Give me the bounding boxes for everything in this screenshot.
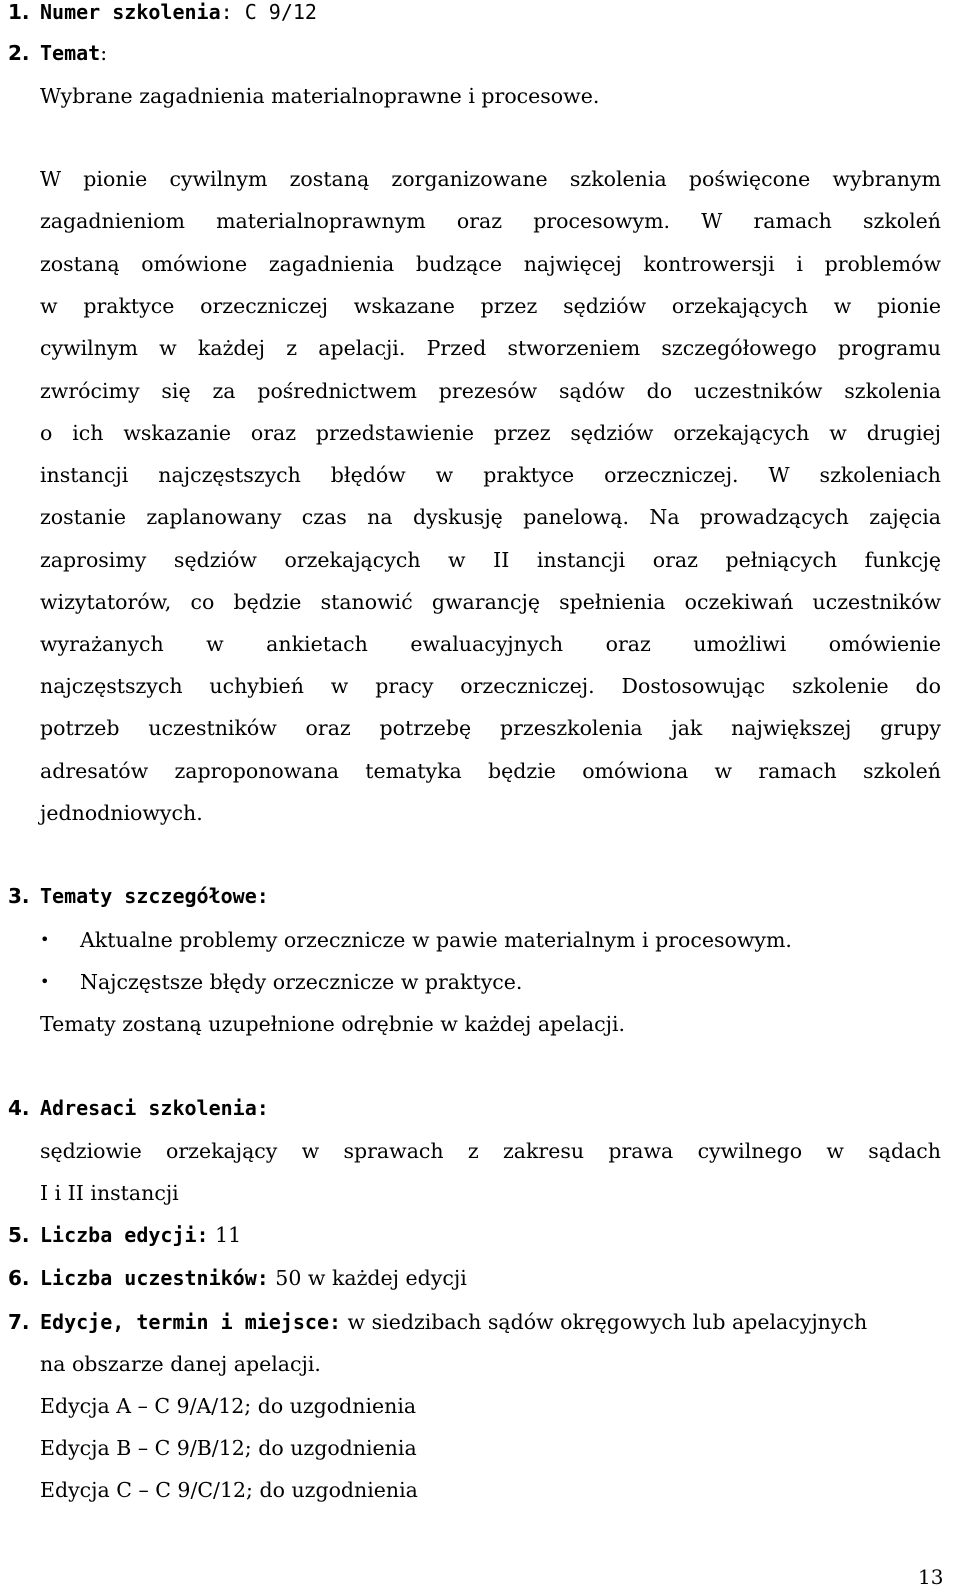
- section-number: 2.: [8, 41, 30, 65]
- section-number: 7.: [8, 1310, 30, 1334]
- edition-item: Edycja B – C 9/B/12; do uzgodnienia: [40, 1436, 417, 1460]
- description-line: w praktyce orzeczniczej wskazane przez sędziów orzekających w pionie: [40, 294, 941, 318]
- topic-text: Wybrane zagadnienia materialnoprawne i procesowe.: [40, 84, 600, 108]
- section-number: 4.: [8, 1096, 30, 1120]
- list-item: Najczęstsze błędy orzecznicze w praktyce.: [80, 970, 523, 994]
- editions-label: Edycje, termin i miejsce:: [40, 1310, 342, 1334]
- description-line: wizytatorów, co będzie stanowić gwarancję spełnienia oczekiwań uczestników: [40, 590, 941, 614]
- participant-count-value: 50 w każdej edycji: [268, 1266, 467, 1290]
- section-number: 6.: [8, 1266, 30, 1290]
- description-line: potrzeb uczestników oraz potrzebę przeszkolenia jak największej grupy: [40, 716, 941, 740]
- description-line: instancji najczęstszych błędów w praktyce orzeczniczej. W szkoleniach: [40, 463, 941, 487]
- description-line: W pionie cywilnym zostaną zorganizowane szkolenia poświęcone wybranym: [40, 167, 941, 191]
- description-line: adresatów zaproponowana tematyka będzie omówiona w ramach szkoleń: [40, 759, 941, 783]
- description-line: wyrażanych w ankietach ewaluacyjnych oraz umożliwi omówienie: [40, 632, 941, 656]
- description-line: zaprosimy sędziów orzekających w II instancji oraz pełniących funkcję: [40, 548, 941, 572]
- description-line: najczęstszych uchybień w pracy orzeczniczej. Dostosowując szkolenie do: [40, 674, 941, 698]
- edition-count-value: 11: [208, 1223, 242, 1247]
- topic-label: Temat: [40, 41, 101, 65]
- section-number: 3.: [8, 884, 30, 908]
- participant-count-label: Liczba uczestników:: [40, 1266, 269, 1290]
- training-number-label: Numer szkolenia: [40, 0, 221, 24]
- description-line: jednodniowych.: [40, 801, 203, 825]
- topics-note: Tematy zostaną uzupełnione odrębnie w każdej apelacji.: [40, 1012, 626, 1036]
- topic-label-colon: :: [100, 41, 108, 65]
- description-line: cywilnym w każdej z apelacji. Przed stworzeniem szczegółowego programu: [40, 336, 941, 360]
- addressees-label: Adresaci szkolenia:: [40, 1096, 269, 1120]
- description-line: zagadnieniom materialnoprawnym oraz procesowym. W ramach szkoleń: [40, 209, 941, 233]
- editions-location: w siedzibach sądów okręgowych lub apelacyjnych: [341, 1310, 868, 1334]
- detailed-topics-label: Tematy szczegółowe:: [40, 884, 269, 908]
- bullet-icon: •: [40, 930, 50, 949]
- description-line: zostanie zaplanowany czas na dyskusję panelową. Na prowadzących zajęcia: [40, 505, 941, 529]
- editions-location-continuation: na obszarze danej apelacji.: [40, 1352, 321, 1376]
- list-item: Aktualne problemy orzecznicze w pawie materialnym i procesowym.: [80, 928, 792, 952]
- addressees-line: sędziowie orzekający w sprawach z zakresu prawa cywilnego w sądach: [40, 1139, 941, 1163]
- section-number: 5.: [8, 1223, 30, 1247]
- section-number: 1.: [8, 0, 30, 24]
- edition-item: Edycja A – C 9/A/12; do uzgodnienia: [40, 1394, 417, 1418]
- description-line: o ich wskazanie oraz przedstawienie przez sędziów orzekających w drugiej: [40, 421, 941, 445]
- training-number-value: : C 9/12: [220, 0, 317, 24]
- description-line: zostaną omówione zagadnienia budzące najwięcej kontrowersji i problemów: [40, 252, 941, 276]
- edition-item: Edycja C – C 9/C/12; do uzgodnienia: [40, 1478, 418, 1502]
- addressees-line: I i II instancji: [40, 1181, 179, 1205]
- edition-count-label: Liczba edycji:: [40, 1223, 209, 1247]
- bullet-icon: •: [40, 972, 50, 991]
- description-line: zwrócimy się za pośrednictwem prezesów sądów do uczestników szkolenia: [40, 379, 941, 403]
- page-number: 13: [918, 1565, 944, 1589]
